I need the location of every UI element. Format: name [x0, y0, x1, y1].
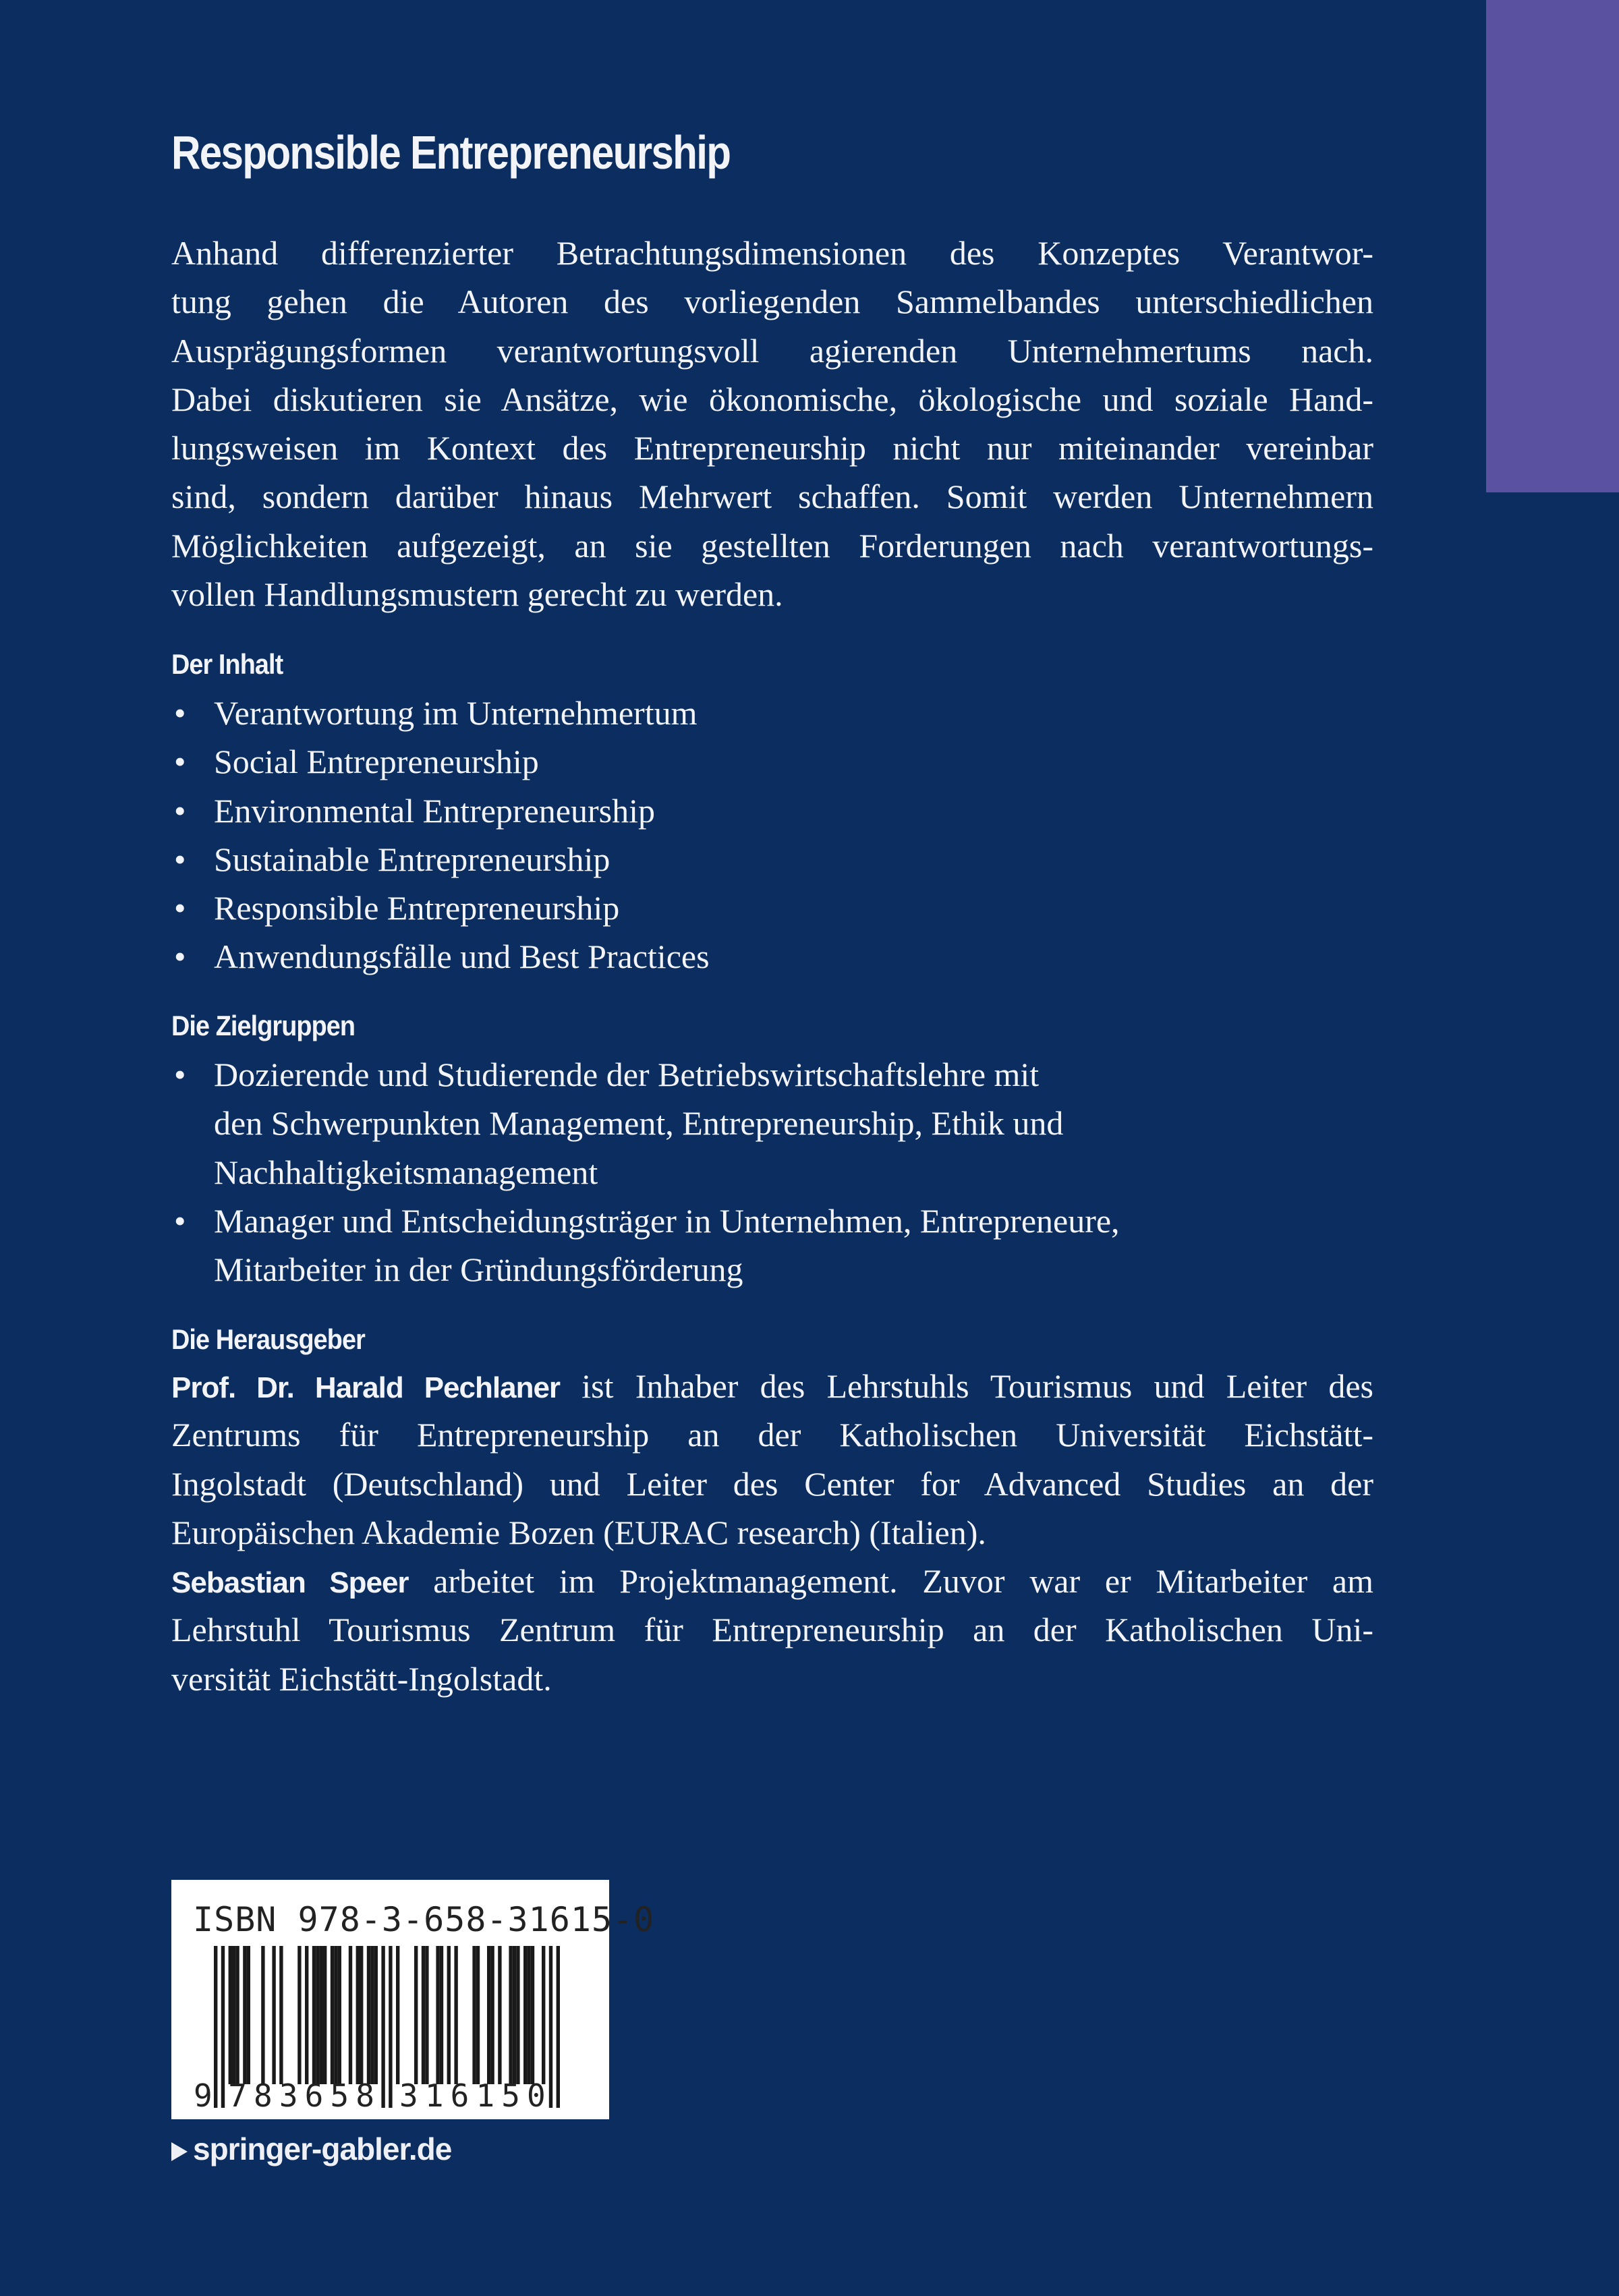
editor-line: Lehrstuhl Tourismus Zentrum für Entrepreneurship an der Katholischen Uni-	[171, 1611, 1373, 1649]
inhalt-list	[171, 689, 1373, 981]
barcode-bar	[422, 1946, 425, 2084]
barcode-bar	[381, 1946, 385, 2108]
barcode-bar	[523, 1946, 527, 2084]
list-item-text: Responsible Entrepreneurship	[214, 889, 620, 927]
barcode-digit: 1	[476, 2077, 495, 2108]
intro-line: sind, sondern darüber hinaus Mehrwert schaffen. Somit werden Unternehmern	[171, 478, 1373, 516]
barcode-bar	[334, 1946, 337, 2084]
list-item-text: Anwendungsfälle und Best Practices	[214, 938, 710, 976]
barcode-bar	[229, 1946, 232, 2084]
barcode	[190, 1946, 595, 2108]
heading-herausgeber: Die Herausgeber	[171, 1323, 365, 1355]
isbn-barcode-box	[171, 1880, 655, 2119]
barcode-bar	[472, 1946, 476, 2084]
list-item-line: Manager und Entscheidungsträger in Unternehmen, Entrepreneure,	[214, 1201, 1120, 1240]
list-item	[171, 689, 1373, 737]
barcode-bar	[531, 1946, 534, 2084]
barcode-bar	[214, 1946, 217, 2108]
barcode-bar	[297, 1946, 301, 2084]
barcode-bar	[527, 1946, 530, 2084]
list-item	[171, 1050, 1373, 1197]
barcode-bar	[516, 1946, 519, 2084]
barcode-digit: 9	[194, 2077, 212, 2108]
barcode-bar	[487, 1946, 490, 2084]
heading-zielgruppen: Die Zielgruppen	[171, 1010, 356, 1041]
bullet-icon: •	[174, 938, 186, 976]
intro-line: lungsweisen im Kontext des Entrepreneurship nicht nur miteinander vereinbar	[171, 429, 1373, 467]
zielgruppen-list	[171, 1050, 1373, 1294]
barcode-bar	[316, 1946, 319, 2084]
barcode-bar	[323, 1946, 326, 2084]
barcode-bar	[370, 1946, 374, 2084]
barcode-bar	[414, 1946, 418, 2084]
barcode-bar	[338, 1946, 341, 2084]
intro-paragraph	[171, 229, 1373, 619]
barcode-bar	[374, 1946, 378, 2084]
editor-line: versität Eichstätt-Ingolstadt.	[171, 1659, 552, 1698]
barcode-bar	[235, 1946, 239, 2084]
barcode-bar	[331, 1946, 334, 2084]
editor-line	[171, 1362, 1373, 1410]
barcode-bar	[396, 1946, 399, 2084]
list-item	[171, 786, 1373, 835]
intro-line: Möglichkeiten aufgezeigt, an sie gestellten Forderungen nach verantwortungs-	[171, 526, 1373, 565]
list-item-text: Environmental Entrepreneurship	[214, 791, 655, 830]
editor-line: Europäischen Akademie Bozen (EURAC research) (Italien).	[171, 1513, 986, 1551]
barcode-bar	[272, 1946, 275, 2084]
intro-line: vollen Handlungsmustern gerecht zu werden.	[171, 575, 783, 614]
book-title: Responsible Entrepreneurship	[171, 126, 731, 179]
list-item-line: Nachhaltigkeitsmanagement	[214, 1153, 598, 1191]
editor-line: Ingolstadt (Deutschland) und Leiter des Center for Advanced Studies an der	[171, 1464, 1373, 1503]
barcode-bar	[542, 1946, 545, 2084]
editor-text: ist Inhaber des Lehrstuhls Tourismus und Leiter des	[560, 1367, 1373, 1405]
barcode-bar	[436, 1946, 439, 2084]
barcode-bar	[549, 1946, 552, 2108]
barcode-bar	[279, 1946, 283, 2084]
list-item	[171, 1197, 1373, 1294]
website-link[interactable]	[171, 2128, 451, 2170]
editor-line: Zentrums für Entrepreneurship an der Katholischen Universität Eichstätt-	[171, 1416, 1373, 1454]
barcode-bar	[261, 1946, 264, 2084]
bullet-icon: •	[174, 791, 186, 830]
barcode-bar	[509, 1946, 512, 2084]
barcode-digit: 8	[356, 2077, 374, 2108]
bullet-icon: •	[174, 840, 186, 878]
barcode-digit: 8	[254, 2077, 273, 2108]
bullet-icon: •	[174, 694, 186, 732]
barcode-bar	[425, 1946, 428, 2084]
website-text[interactable]: springer-gabler.de	[193, 2131, 452, 2166]
list-item	[171, 737, 1373, 786]
barcode-bar	[221, 1946, 225, 2108]
barcode-bar	[513, 1946, 516, 2084]
barcode-digit: 3	[399, 2077, 418, 2108]
editor-line	[171, 1557, 1373, 1605]
editor-name: Sebastian Speer	[171, 1566, 409, 1600]
barcode-bar	[232, 1946, 235, 2084]
bullet-icon: •	[174, 743, 186, 781]
barcode-digit: 7	[228, 2077, 247, 2108]
list-item-text: Sustainable Entrepreneurship	[214, 840, 610, 878]
list-item-line: Dozierende und Studierende der Betriebswirtschaftslehre mit	[214, 1056, 1040, 1093]
barcode-bar	[312, 1946, 316, 2084]
barcode-bar	[367, 1946, 370, 2084]
intro-line: Ausprägungsformen verantwortungsvoll agierenden Unternehmertums nach.	[171, 331, 1373, 370]
barcode-bar	[447, 1946, 451, 2084]
isbn-label: ISBN 978-3-658-31615-0	[193, 1900, 655, 1939]
barcode-bar	[557, 1946, 560, 2108]
bullet-icon: •	[174, 1201, 186, 1240]
list-item	[171, 932, 1373, 981]
barcode-bar	[356, 1946, 360, 2084]
barcode-digit: 6	[450, 2077, 470, 2108]
barcode-digit: 6	[304, 2077, 324, 2108]
barcode-bar	[476, 1946, 480, 2084]
list-item-text: Social Entrepreneurship	[214, 743, 539, 781]
barcode-digit: 0	[527, 2077, 546, 2108]
barcode-digit: 3	[279, 2077, 298, 2108]
barcode-digit: 1	[424, 2077, 444, 2108]
bullet-icon: •	[174, 889, 186, 927]
barcode-digit: 5	[330, 2077, 349, 2108]
list-item-line: den Schwerpunkten Management, Entrepreneurship, Ethik und	[214, 1104, 1064, 1143]
heading-inhalt: Der Inhalt	[171, 648, 283, 680]
barcode-bar	[305, 1946, 308, 2084]
barcode-bar	[243, 1946, 246, 2084]
bullet-icon: •	[174, 1056, 186, 1093]
barcode-bar	[454, 1946, 457, 2084]
barcode-digit: 5	[501, 2077, 520, 2108]
herausgeber-text	[171, 1362, 1373, 1703]
list-item	[171, 835, 1373, 884]
list-item	[171, 884, 1373, 932]
spine-accent-band	[1486, 0, 1619, 492]
editor-text: arbeitet im Projektmanagement. Zuvor war er Mitarbeiter am	[408, 1562, 1374, 1601]
intro-line: tung gehen die Autoren des vorliegenden Sammelbandes unterschiedlichen	[171, 283, 1373, 321]
barcode-bar	[389, 1946, 392, 2108]
barcode-bar	[440, 1946, 443, 2084]
barcode-bar	[320, 1946, 323, 2084]
barcode-bar	[360, 1946, 363, 2084]
list-item-line: Mitarbeiter in der Gründungsförderung	[214, 1251, 743, 1289]
editor-name: Prof. Dr. Harald Pechlaner	[171, 1371, 561, 1404]
barcode-bar	[247, 1946, 250, 2084]
intro-line: Anhand differenzierter Betrachtungsdimensionen des Konzeptes Verantwor-	[171, 234, 1373, 272]
barcode-bar	[498, 1946, 501, 2084]
barcode-bar	[349, 1946, 352, 2084]
list-item-text: Verantwortung im Unternehmertum	[214, 694, 698, 732]
barcode-bar	[490, 1946, 494, 2084]
arrow-right-icon	[171, 2142, 188, 2161]
intro-line: Dabei diskutieren sie Ansätze, wie ökonomische, ökologische und soziale Hand-	[171, 380, 1373, 418]
